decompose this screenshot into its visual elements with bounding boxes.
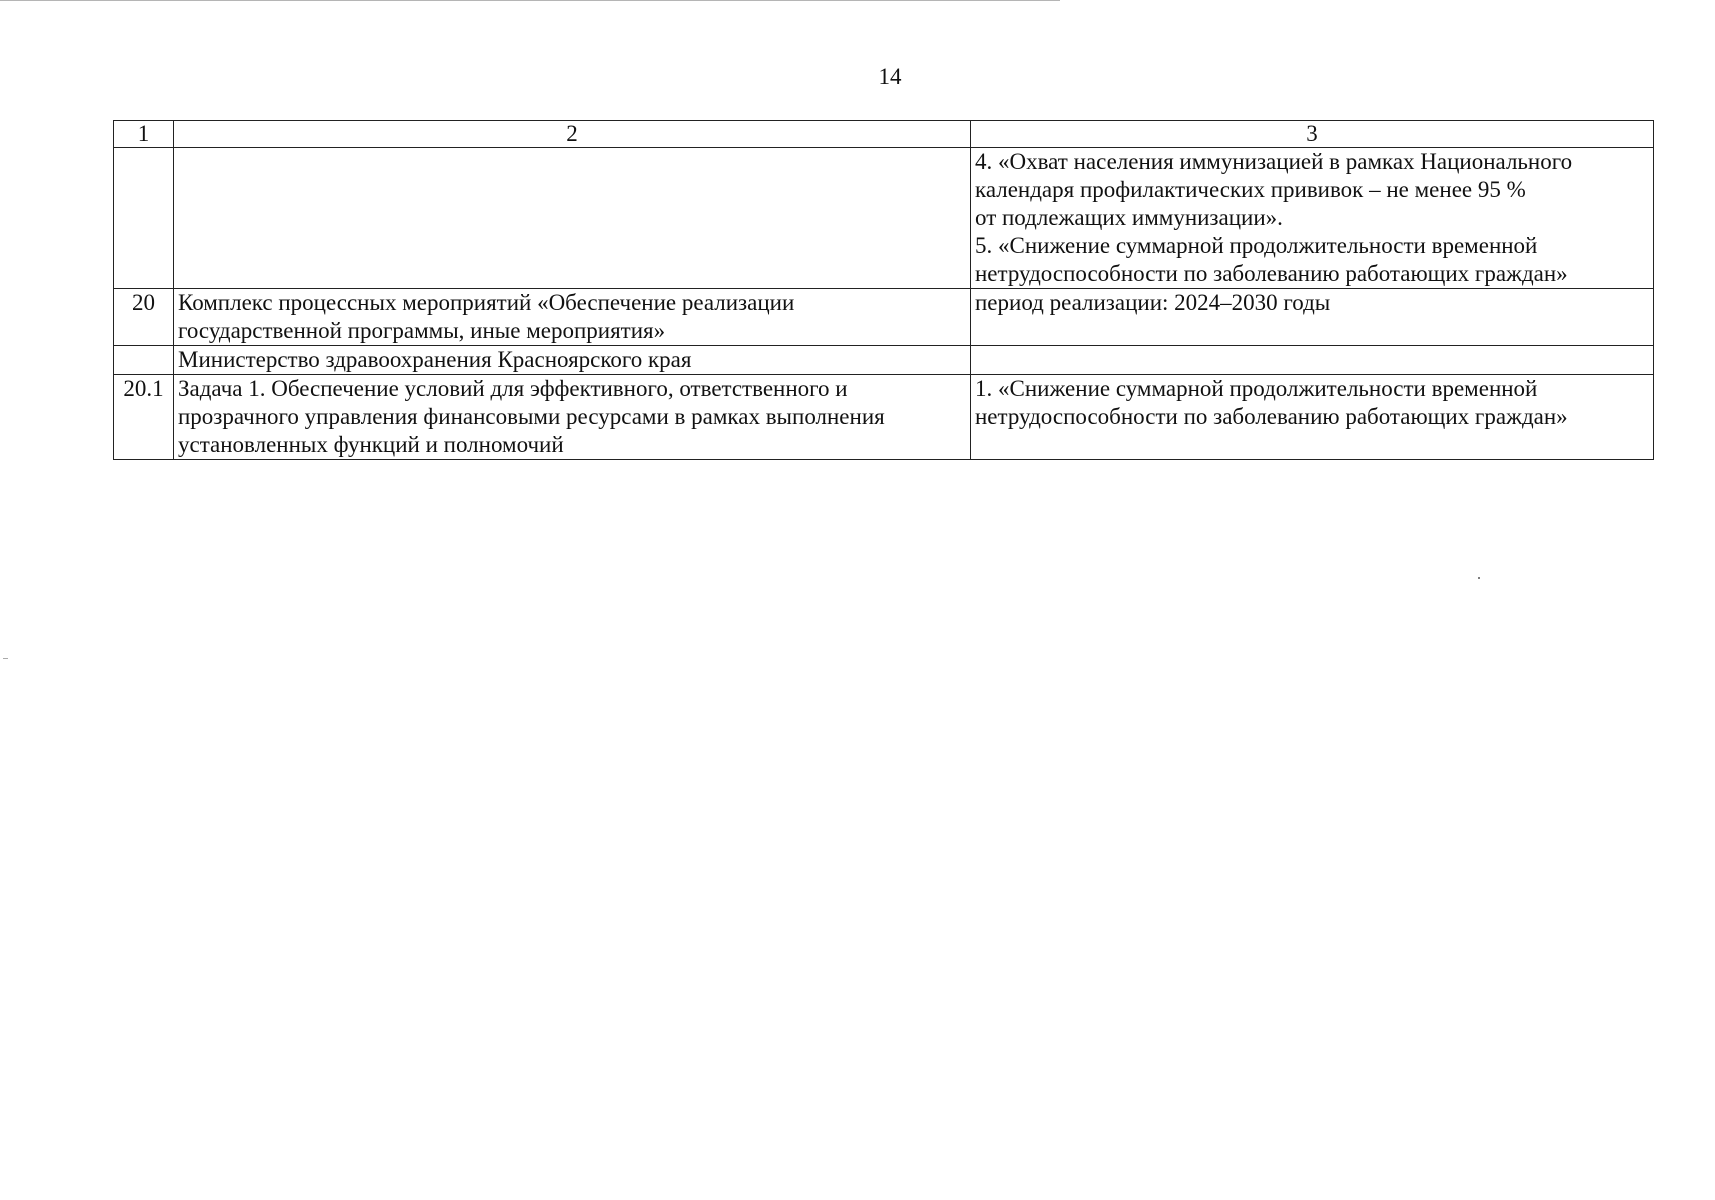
row-number — [114, 148, 174, 289]
page-number: 14 — [878, 64, 902, 89]
column-header-1: 1 — [114, 121, 174, 148]
cell-text-line: прозрачного управления финансовыми ресурсами в рамках выполнения — [178, 404, 885, 429]
row-indicators — [971, 289, 1654, 346]
row-indicators — [971, 148, 1654, 289]
cell-text-line: Министерство здравоохранения Красноярского края — [178, 347, 692, 372]
document-table — [113, 120, 1654, 460]
cell-text-line: Комплекс процессных мероприятий «Обеспечение реализации — [178, 290, 795, 315]
cell-text-line: от подлежащих иммунизации». — [975, 205, 1283, 230]
row-number: 20 — [114, 289, 174, 346]
cell-text-line: календаря профилактических прививок – не менее 95 % — [975, 177, 1526, 202]
row-description — [174, 375, 971, 460]
table-row — [114, 375, 1654, 460]
cell-text-line: период реализации: 2024–2030 годы — [975, 290, 1331, 315]
column-header-3: 3 — [971, 121, 1654, 148]
cell-text-line: установленных функций и полномочий — [178, 432, 564, 457]
cell-text-line: 4. «Охват населения иммунизацией в рамках Национального — [975, 149, 1573, 174]
row-indicators — [971, 375, 1654, 460]
table-row — [114, 148, 1654, 289]
cell-text-line: Задача 1. Обеспечение условий для эффективного, ответственного и — [178, 376, 848, 401]
row-indicators — [971, 346, 1654, 375]
cell-text-line: нетрудоспособности по заболеванию работающих граждан» — [975, 404, 1568, 429]
row-description — [174, 148, 971, 289]
scan-top-rule — [0, 0, 1060, 1]
row-number: 20.1 — [114, 375, 174, 460]
table-row — [114, 289, 1654, 346]
row-description — [174, 289, 971, 346]
cell-text-line: 5. «Снижение суммарной продолжительности временной — [975, 233, 1538, 258]
column-header-2: 2 — [174, 121, 971, 148]
table-row — [114, 346, 1654, 375]
cell-text-line: 1. «Снижение суммарной продолжительности временной — [975, 376, 1538, 401]
cell-text-line: государственной программы, иные мероприятия» — [178, 318, 666, 343]
scan-margin-mark — [3, 658, 8, 659]
cell-text-line: нетрудоспособности по заболеванию работающих граждан» — [975, 261, 1568, 286]
row-description — [174, 346, 971, 375]
row-number — [114, 346, 174, 375]
table-header-row — [114, 121, 1654, 148]
scan-dot-mark — [1478, 577, 1480, 579]
